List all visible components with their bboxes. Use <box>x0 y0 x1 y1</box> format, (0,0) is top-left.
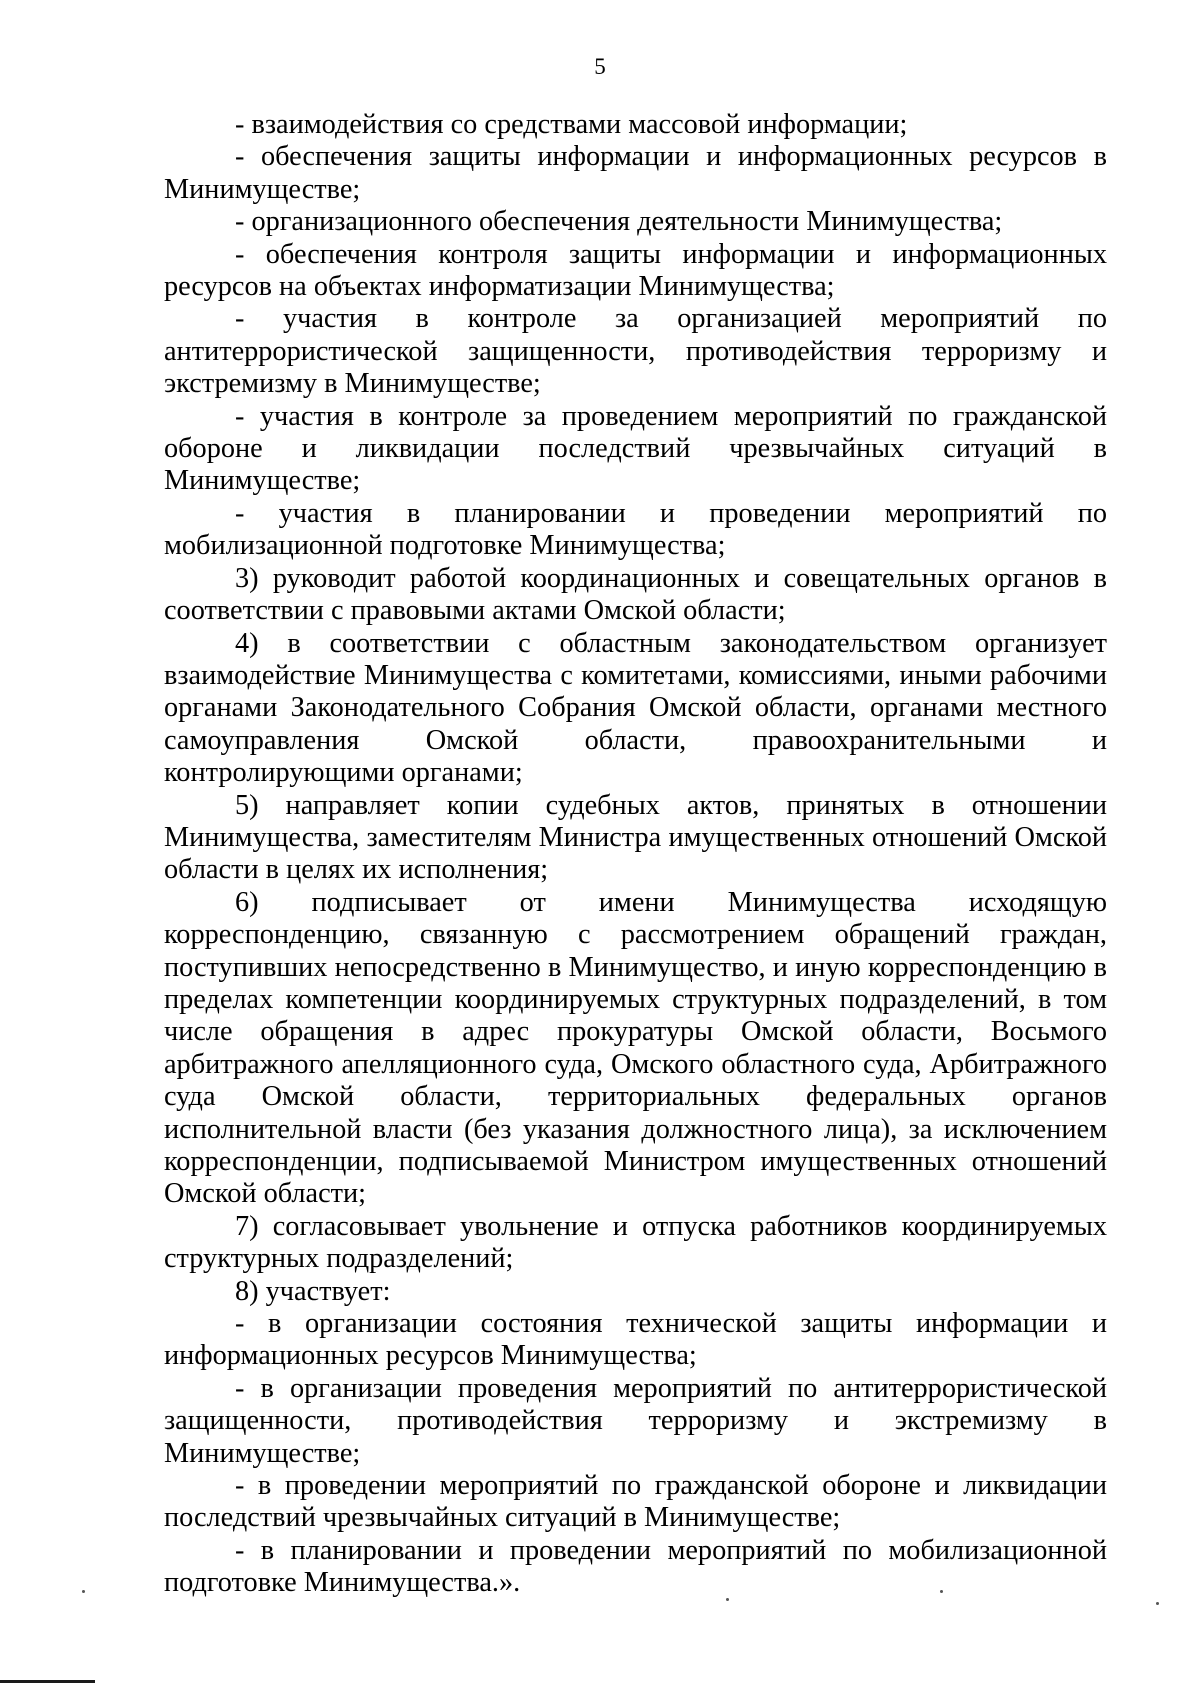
paragraph: - участия в контроле за организацией мероприятий по антитеррористической защищенности, противодействия терроризму и экстремизму в Минимуществе; <box>164 303 1107 400</box>
paragraph: - обеспечения защиты информации и информационных ресурсов в Минимуществе; <box>164 141 1107 205</box>
paragraph: 3) руководит работой координационных и совещательных органов в соответствии с правовыми актами Омской области; <box>164 562 1107 627</box>
paragraph: - участия в контроле за проведением мероприятий по гражданской обороне и ликвидации последствий чрезвычайных ситуаций в Минимуществе; <box>164 400 1107 497</box>
scan-edge-line <box>0 1680 95 1683</box>
paragraph: 5) направляет копии судебных актов, принятых в отношении Минимущества, заместителям Министра имущественных отношений Омской области в целях их исполнения; <box>164 789 1107 886</box>
paragraph: - взаимодействия со средствами массовой информации; <box>235 109 908 140</box>
scan-speck <box>82 1590 85 1593</box>
scan-speck <box>940 1590 943 1593</box>
paragraph: - в проведении мероприятий по гражданской обороне и ликвидации последствий чрезвычайных ситуаций в Минимуществе; <box>164 1470 1107 1534</box>
page-number: 5 <box>594 54 606 79</box>
paragraph: 7) согласовывает увольнение и отпуска работников координируемых структурных подразделений; <box>164 1210 1107 1275</box>
paragraph: - участия в планировании и проведении мероприятий по мобилизационной подготовке Минимущества; <box>164 497 1107 562</box>
paragraph: - организационного обеспечения деятельности Минимущества; <box>235 206 1003 238</box>
paragraph: - в организации проведения мероприятий по антитеррористической защищенности, противодействия терроризму и экстремизму в Минимуществе; <box>164 1372 1107 1469</box>
paragraph: 4) в соответствии с областным законодательством организует взаимодействие Минимущества с комитетами, комиссиями, иными рабочими органами Законодательного Собрания Омской области, органами местного самоуправления Омской области, правоохранительными и контролирующими органами; <box>164 627 1107 789</box>
paragraph: - в планировании и проведении мероприятий по мобилизационной подготовке Минимущества.». <box>164 1534 1107 1599</box>
paragraph: - в организации состояния технической защиты информации и информационных ресурсов Минимущества; <box>164 1308 1107 1372</box>
document-body <box>164 109 1107 1600</box>
paragraph: 8) участвует: <box>235 1275 391 1307</box>
paragraph: - обеспечения контроля защиты информации и информационных ресурсов на объектах информатизации Минимущества; <box>164 238 1107 303</box>
paragraph: 6) подписывает от имени Минимущества исходящую корреспонденцию, связанную с рассмотрением обращений граждан, поступивших непосредственно в Минимущество, и иную корреспонденцию в пределах компетенции координируемых структурных подразделений, в том числе обращения в адрес прокуратуры Омской области, Восьмого арбитражного апелляционного суда, Омского областного суда, Арбитражного суда Омской области, территориальных федеральных органов исполнительной власти (без указания должностного лица), за исключением корреспонденции, подписываемой Министром имущественных отношений Омской области; <box>164 886 1107 1210</box>
scan-speck <box>1156 1602 1159 1605</box>
scan-speck <box>726 1598 729 1601</box>
